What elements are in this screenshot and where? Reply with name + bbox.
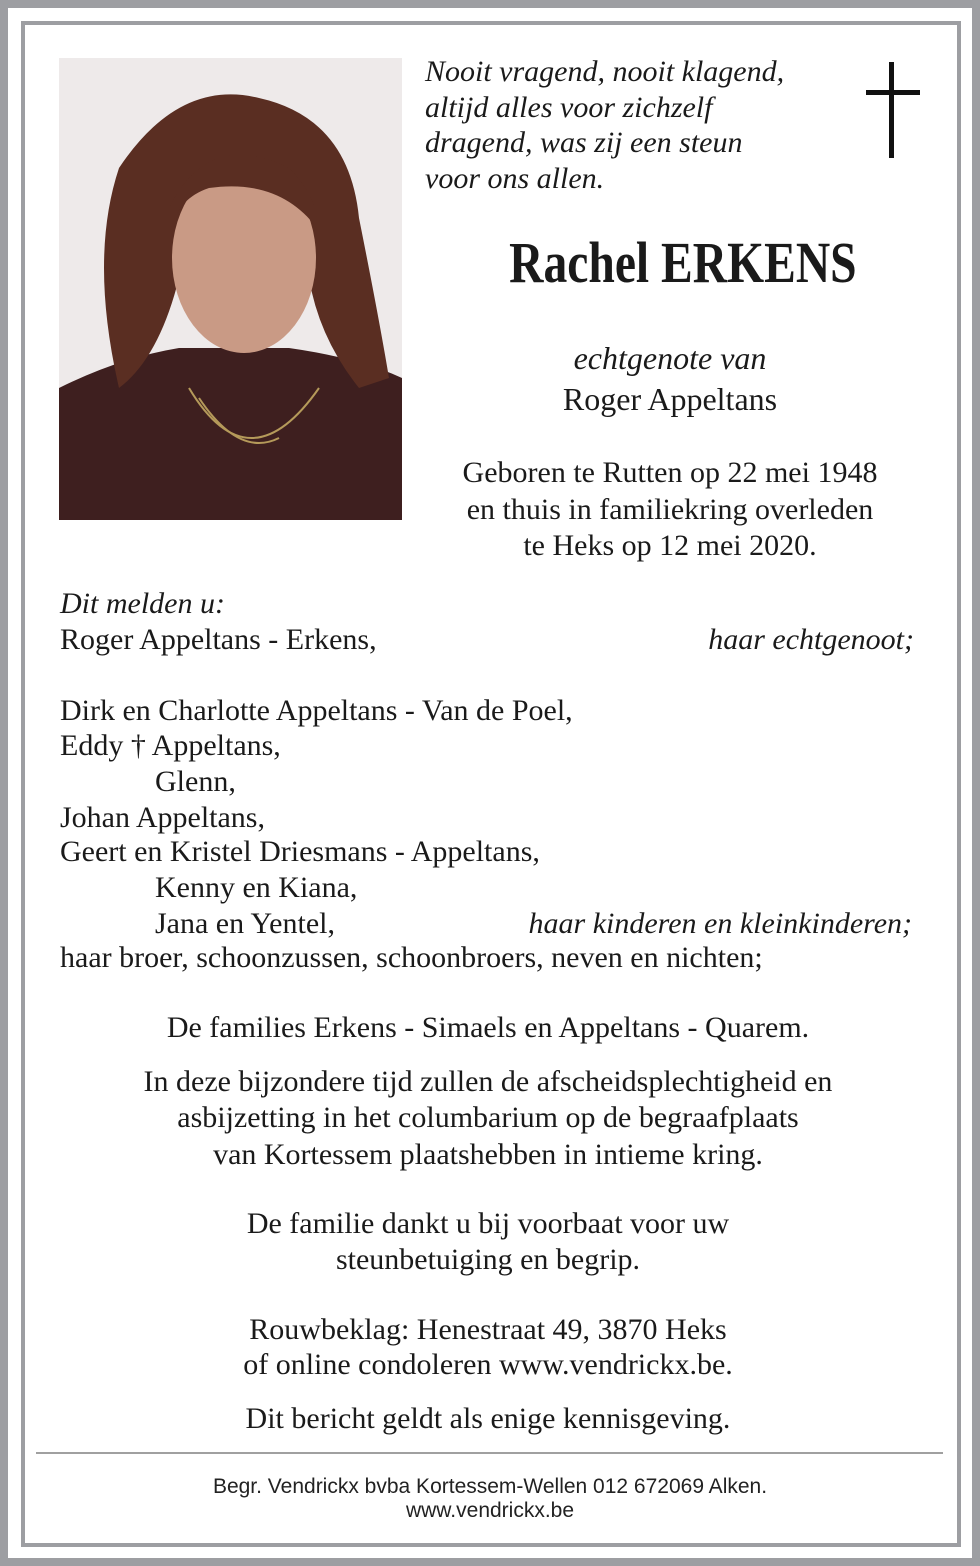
deceased-name	[440, 228, 926, 298]
ceremony-line: asbijzetting in het columbarium op de begraafplaats	[177, 1101, 799, 1134]
spouse-line-name: Roger Appeltans - Erkens,	[60, 623, 377, 656]
announcers-intro: Dit melden u:	[60, 587, 225, 620]
footer-funeral-home: Begr. Vendrickx bvba Kortessem-Wellen 012 672069 Alken.	[212, 1475, 768, 1498]
ceremony-line: In deze bijzondere tijd zullen de afscheidsplechtigheid en	[143, 1065, 833, 1098]
child-line: Kenny en Kiana,	[155, 871, 358, 904]
child-line: Jana en Yentel,	[155, 907, 335, 940]
cross-icon	[889, 62, 894, 158]
cross-icon-bar	[866, 90, 920, 95]
poem-line: Nooit vragend, nooit klagend,	[425, 55, 785, 88]
condolence-line: Rouwbeklag: Henestraat 49, 3870 Heks	[249, 1313, 727, 1346]
poem-line: dragend, was zij een steun	[425, 126, 743, 159]
thanks-line: steunbetuiging en begrip.	[335, 1243, 641, 1276]
child-line: Geert en Kristel Driesmans - Appeltans,	[60, 835, 540, 868]
poem-line: voor ons allen.	[425, 162, 605, 195]
notice-line: Dit bericht geldt als enige kennisgeving.	[245, 1402, 731, 1435]
children-role: haar kinderen en kleinkinderen;	[528, 907, 912, 940]
birth-death-line: Geboren te Rutten op 22 mei 1948	[462, 456, 878, 489]
birth-death-line: en thuis in familiekring overleden	[466, 493, 874, 526]
spouse-name: Roger Appeltans	[562, 381, 778, 417]
birth-death-line: te Heks op 12 mei 2020.	[523, 529, 817, 562]
poem-line: altijd alles voor zichzelf	[425, 91, 713, 124]
child-line: Eddy † Appeltans,	[60, 729, 281, 762]
spouse-line-role: haar echtgenoot;	[708, 623, 914, 656]
relatives-line: haar broer, schoonzussen, schoonbroers, neven en nichten;	[60, 941, 763, 974]
families-line: De families Erkens - Simaels en Appeltans - Quarem.	[166, 1011, 810, 1044]
thanks-line: De familie dankt u bij voorbaat voor uw	[246, 1207, 730, 1240]
portrait-photo	[59, 58, 402, 520]
footer-website: www.vendrickx.be	[405, 1499, 575, 1522]
deceased-name-text: Rachel ERKENS	[509, 230, 857, 295]
spouse-intro: echtgenote van	[573, 340, 767, 376]
child-line: Glenn,	[155, 765, 236, 798]
condolence-line: of online condoleren www.vendrickx.be.	[243, 1348, 733, 1381]
divider	[36, 1452, 943, 1454]
child-line: Dirk en Charlotte Appeltans - Van de Poel,	[60, 694, 573, 727]
ceremony-line: van Kortessem plaatshebben in intieme kring.	[213, 1138, 763, 1171]
child-line: Johan Appeltans,	[60, 801, 265, 834]
